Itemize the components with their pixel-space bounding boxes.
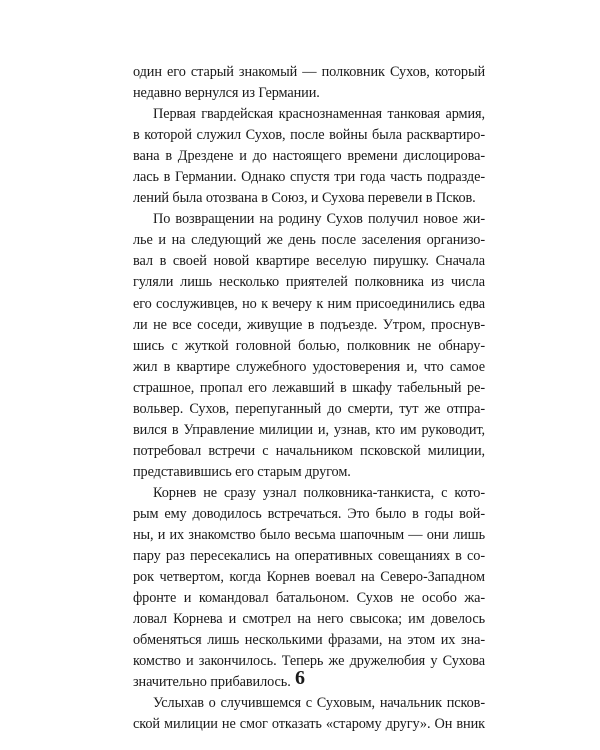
text-line: ны, и их знакомство было весьма шапочным — они лишь — [133, 527, 485, 544]
text-line: лье и на следующий же день после заселения организо- — [133, 232, 485, 249]
text-line: рым ему доводилось встречаться. Это было в годы вой- — [133, 505, 485, 522]
text-line: ской милиции не смог отказать «старому другу». Он вник — [133, 716, 485, 733]
text-line: лась в Германии. Однако спустя три года часть подразде- — [133, 169, 485, 186]
text-line: Первая гвардейская краснознаменная танковая армия, — [153, 106, 485, 123]
text-line: ловал Корнева и смотрел на него свысока; им довелось — [133, 611, 485, 628]
text-line: один его старый знакомый — полковник Сухов, который — [133, 64, 485, 80]
body-text — [133, 62, 485, 736]
text-line: фронте и командовал батальоном. Сухов не особо жа- — [133, 590, 485, 607]
text-line: комство и закончилось. Теперь же дружелюбия у Сухова — [133, 653, 485, 670]
text-line: вана в Дрездене и до настоящего времени дислоцирова- — [133, 148, 485, 165]
text-line: рок четвертом, когда Корнев воевал на Северо-Западном — [133, 569, 485, 586]
text-line: Услыхав о случившемся с Суховым, начальник псков- — [153, 695, 485, 712]
text-line: в которой служил Сухов, после войны была расквартиро- — [133, 127, 485, 144]
text-line: гуляли лишь несколько приятелей полковника из числа — [133, 274, 485, 291]
text-line: недавно вернулся из Германии. — [133, 85, 320, 102]
page-number: 6 — [295, 667, 305, 689]
text-line: значительно прибавилось. — [133, 674, 291, 691]
text-line: страшное, пропал его лежавший в шкафу табельный ре- — [133, 379, 485, 396]
text-line: ли не все соседи, живущие в подъезде. Утром, проснув- — [133, 316, 485, 333]
text-line: жил в квартире служебного удостоверения и, что самое — [133, 358, 485, 375]
text-line: представившись его старым другом. — [133, 463, 351, 480]
text-line: лений была отозвана в Союз, и Сухова перевели в Псков. — [133, 190, 476, 207]
text-line: шись с жуткой головной болью, полковник не обнару- — [133, 337, 485, 354]
text-line: вольвер. Сухов, перепуганный до смерти, тут же отпра- — [133, 400, 485, 417]
text-line: пару раз пересекались на оперативных совещаниях в со- — [133, 548, 485, 565]
text-line: потребовал встречи с начальником псковской милиции, — [133, 442, 485, 459]
text-line: Корнев не сразу узнал полковника-танкиста, с кото- — [153, 484, 485, 501]
text-line: обменяться лишь несколькими фразами, на этом их зна- — [133, 632, 485, 649]
text-line: вился в Управление милиции и, узнав, кто им руководит, — [133, 421, 485, 438]
text-line: вал в своей новой квартире веселую пирушку. Сначала — [133, 253, 485, 270]
text-line: По возвращении на родину Сухов получил новое жи- — [153, 211, 485, 228]
text-line: его сослуживцев, но к вечеру к ним присоединились едва — [133, 295, 485, 312]
